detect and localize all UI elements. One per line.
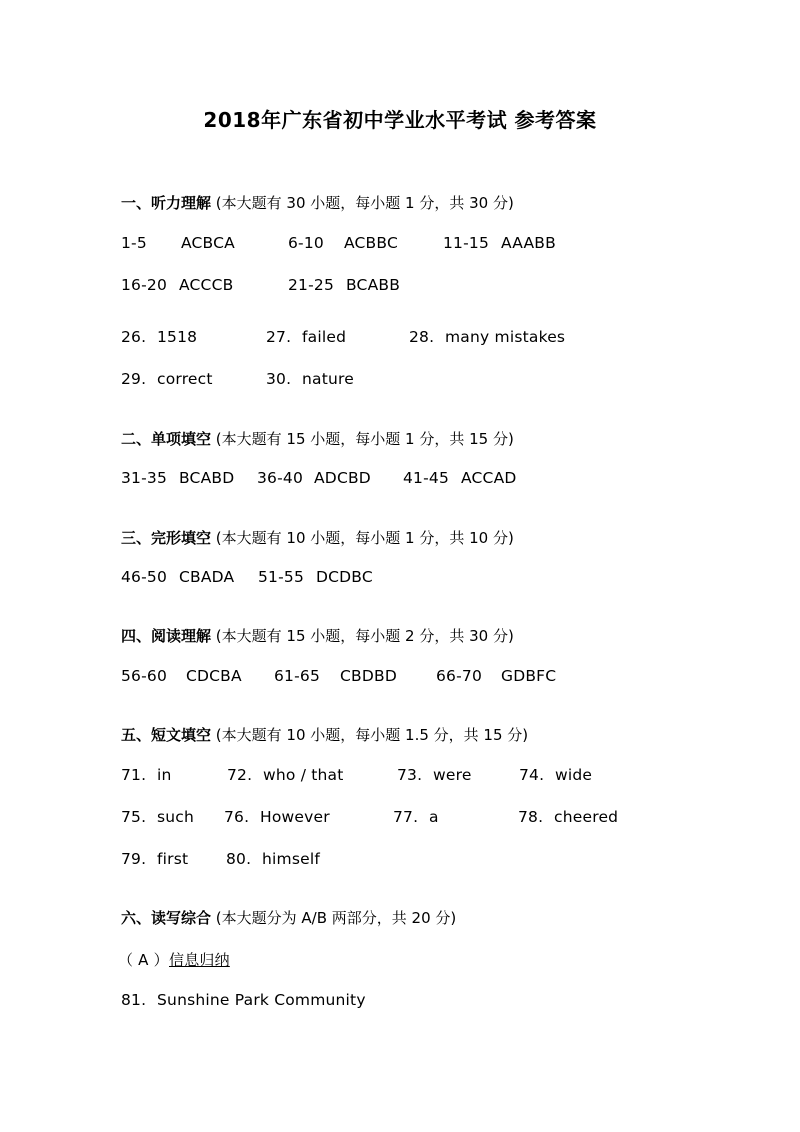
section-name: 一、听力理解 <box>121 194 212 212</box>
question-number: 76. <box>224 808 250 826</box>
answer-value: nature <box>302 370 354 388</box>
question-number: 81. <box>121 991 147 1009</box>
section-heading-read-write <box>121 907 456 928</box>
answer-value: cheered <box>554 808 619 826</box>
answer-row <box>0 234 800 256</box>
answer-value: DCDBC <box>316 568 373 586</box>
part-a-label: （ A ） <box>118 951 169 969</box>
answer-row <box>0 328 800 350</box>
answer-value: BCABB <box>346 276 401 294</box>
answer-row <box>0 370 800 392</box>
answer-value: GDBFC <box>501 667 557 685</box>
question-number: 27. <box>266 328 292 346</box>
answer-value: CDCBA <box>186 667 242 685</box>
question-range: 16-20 <box>121 276 168 294</box>
question-range: 1-5 <box>121 234 147 252</box>
answer-value: ACBBC <box>344 234 398 252</box>
answer-row <box>0 766 800 788</box>
answer-value: 1518 <box>157 328 198 346</box>
question-range: 51-55 <box>258 568 305 586</box>
question-number: 72. <box>227 766 253 784</box>
question-number: 77. <box>393 808 419 826</box>
section-desc: (本大题有 30 小题，每小题 1 分，共 30 分) <box>211 194 514 212</box>
question-range: 36-40 <box>257 469 304 487</box>
question-range: 11-15 <box>443 234 490 252</box>
section-name: 三、完形填空 <box>121 529 212 547</box>
section-heading-listening <box>121 192 514 213</box>
question-number: 26. <box>121 328 147 346</box>
answer-value: CBADA <box>179 568 235 586</box>
answer-value: a <box>429 808 439 826</box>
answer-value: ACBCA <box>181 234 235 252</box>
part-a-title: 信息归纳 <box>169 951 230 969</box>
answer-value: AAABB <box>501 234 556 252</box>
question-range: 6-10 <box>288 234 324 252</box>
question-range: 56-60 <box>121 667 168 685</box>
question-range: 66-70 <box>436 667 483 685</box>
question-number: 29. <box>121 370 147 388</box>
section-heading-cloze <box>121 527 514 548</box>
page-title: 2018年广东省初中学业水平考试 参考答案 <box>203 108 597 132</box>
answer-row <box>0 667 800 689</box>
question-number: 78. <box>518 808 544 826</box>
section-name: 四、阅读理解 <box>121 627 212 645</box>
question-number: 75. <box>121 808 147 826</box>
question-number: 80. <box>226 850 252 868</box>
answer-value: many mistakes <box>445 328 566 346</box>
answer-row <box>0 276 800 298</box>
question-range: 61-65 <box>274 667 321 685</box>
answer-value: himself <box>262 850 321 868</box>
question-number: 30. <box>266 370 292 388</box>
question-range: 21-25 <box>288 276 335 294</box>
question-number: 71. <box>121 766 147 784</box>
section-heading-fill-blanks <box>121 724 528 745</box>
section-heading-reading <box>121 625 514 646</box>
question-number: 28. <box>409 328 435 346</box>
answer-value: wide <box>555 766 593 784</box>
section-name: 二、单项填空 <box>121 430 212 448</box>
question-number: 73. <box>397 766 423 784</box>
section-desc: (本大题有 10 小题，每小题 1 分，共 10 分) <box>211 529 514 547</box>
answer-value: ADCBD <box>314 469 371 487</box>
part-a-heading <box>0 949 800 971</box>
answer-value: in <box>157 766 172 784</box>
answer-row <box>0 850 800 872</box>
answer-value: failed <box>302 328 347 346</box>
section-desc: (本大题分为 A/B 两部分，共 20 分) <box>211 909 457 927</box>
answer-value: first <box>157 850 189 868</box>
answer-value: such <box>157 808 195 826</box>
answer-value: ACCAD <box>461 469 517 487</box>
section-desc: (本大题有 10 小题，每小题 1.5 分，共 15 分) <box>211 726 529 744</box>
question-range: 41-45 <box>403 469 450 487</box>
answer-row <box>0 808 800 830</box>
answer-value: CBDBD <box>340 667 397 685</box>
answer-value: However <box>260 808 330 826</box>
answer-value: correct <box>157 370 213 388</box>
answer-value: BCABD <box>179 469 235 487</box>
answer-row <box>0 469 800 491</box>
section-name: 六、读写综合 <box>121 909 212 927</box>
section-desc: (本大题有 15 小题，每小题 1 分，共 15 分) <box>211 430 514 448</box>
answer-value: ACCCB <box>179 276 234 294</box>
answer-value: Sunshine Park Community <box>157 991 366 1009</box>
section-desc: (本大题有 15 小题，每小题 2 分，共 30 分) <box>211 627 514 645</box>
question-number: 79. <box>121 850 147 868</box>
section-name: 五、短文填空 <box>121 726 212 744</box>
section-heading-single-choice <box>121 428 514 449</box>
question-range: 46-50 <box>121 568 168 586</box>
answer-row <box>0 568 800 590</box>
answer-row <box>0 991 800 1013</box>
question-range: 31-35 <box>121 469 168 487</box>
question-number: 74. <box>519 766 545 784</box>
answer-value: who / that <box>263 766 344 784</box>
answer-value: were <box>433 766 472 784</box>
